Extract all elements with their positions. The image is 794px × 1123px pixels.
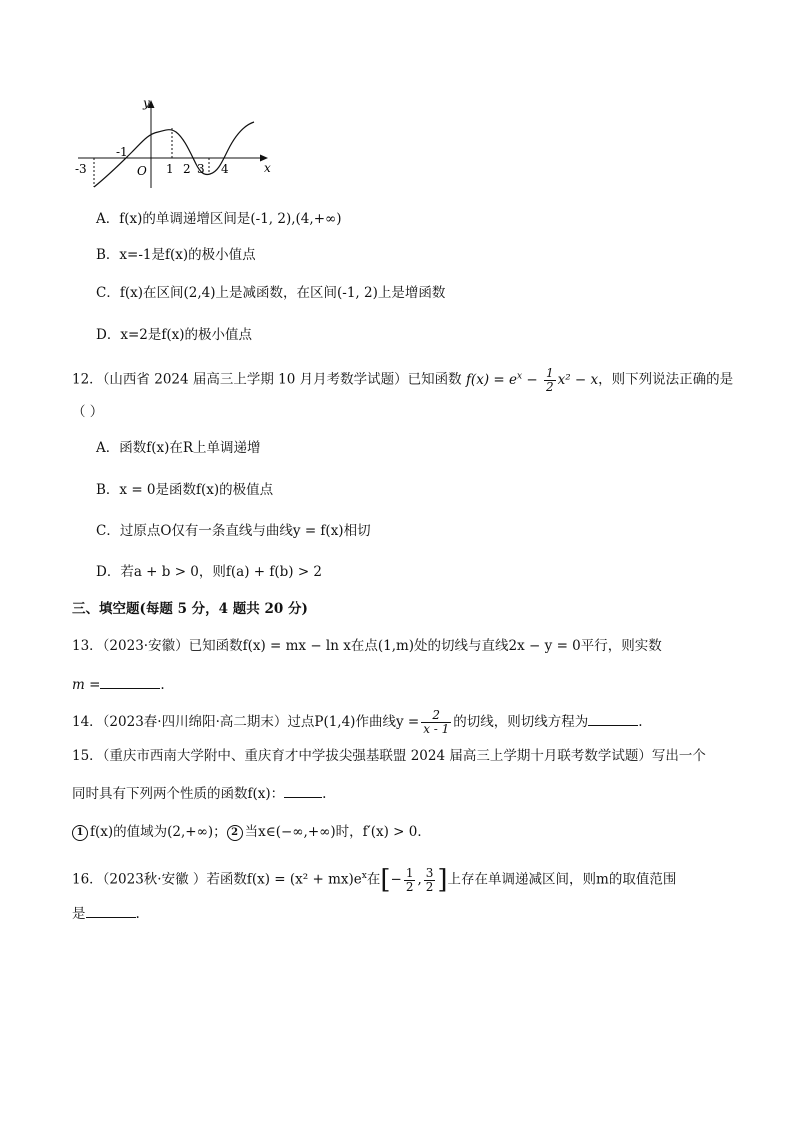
- q16-fraction-1: $\frac{1}{2}$: [405, 865, 414, 894]
- q11-option-d[interactable]: D．x=2是f(x)的极小值点: [96, 327, 252, 343]
- q15-stem: 15．（重庆市西南大学附中、重庆育才中学拔尖强基联盟 2024 届高三上学期十月联考数学试题）写出一个: [72, 748, 706, 764]
- q12-stem: 12．（山西省 2024 届高三上学期 10 月月考数学试题）已知函数 $f(x) = e^x$ − $\frac{1}{2}$ x² − x，则下列说法正确的是: [72, 365, 734, 394]
- q14-answer-blank[interactable]: [588, 711, 638, 726]
- tick-label: 3: [197, 162, 205, 176]
- q15-answer-blank[interactable]: [284, 783, 322, 798]
- q16-answer-line: 是 .: [72, 903, 140, 924]
- tick-label: 4: [221, 162, 229, 176]
- origin-label: O: [137, 164, 147, 178]
- q15-properties: 1 f(x)的值域为(2,+∞)； 2 当x∈(−∞,+∞)时，f′(x) > 0．: [72, 822, 431, 842]
- tick-label: 2: [183, 162, 191, 176]
- q12-option-b[interactable]: B．x = 0是函数f(x)的极值点: [96, 482, 274, 498]
- q12-option-c[interactable]: C．过原点O仅有一条直线与曲线y = f(x)相切: [96, 523, 371, 539]
- q16-stem: 16．（2023秋·安徽 ）若函数$f(x) = (x^2 + mx)e^x$在[− $\frac{1}{2}$ , $\frac{3}{2}$ ]上存在单调递减区间，则m的取值范围: [72, 865, 677, 895]
- q13-stem: 13．（2023·安徽）已知函数f(x) = mx − ln x在点(1,m)处的切线与直线2x − y = 0平行，则实数: [72, 638, 662, 654]
- y-axis-label: y: [143, 96, 150, 110]
- q14-stem: 14．（2023春·四川绵阳·高二期末）过点P(1,4)作曲线y = $\frac{2}{x - 1}$ 的切线，则切线方程为 .: [72, 708, 643, 736]
- circled-number-1: 1: [72, 825, 88, 841]
- q12-option-d[interactable]: D．若a + b > 0，则f(a) + f(b) > 2: [96, 564, 323, 580]
- x-axis-label: x: [264, 161, 271, 175]
- q11-option-a[interactable]: A．f(x)的单调递增区间是(-1, 2),(4,+∞): [96, 211, 342, 227]
- circled-number-2: 2: [227, 825, 243, 841]
- section-title: 三、填空题(每题 5 分，4 题共 20 分): [72, 601, 308, 617]
- q12-fraction: $\frac{1}{2}$: [545, 365, 554, 394]
- q16-answer-blank[interactable]: [86, 903, 136, 918]
- q14-fraction: $\frac{2}{x - 1}$: [423, 708, 450, 736]
- q11-option-c[interactable]: C．f(x)在区间(2,4)上是减函数，在区间(-1, 2)上是增函数: [96, 285, 446, 301]
- q13-answer-line: m = .: [72, 674, 165, 695]
- function-graph: [70, 92, 290, 192]
- q13-answer-blank[interactable]: [100, 674, 160, 689]
- tick-label: -1: [116, 145, 128, 159]
- q16-fraction-2: $\frac{3}{2}$: [425, 865, 434, 894]
- q12-function: $f(x) = e^x$ − $\frac{1}{2}$ x² − x: [465, 365, 599, 394]
- q11-option-b[interactable]: B．x=-1是f(x)的极小值点: [96, 247, 256, 263]
- q12-option-a[interactable]: A．函数f(x)在R上单调递增: [96, 440, 261, 456]
- tick-label: -3: [75, 162, 87, 176]
- q15-answer-line: 同时具有下列两个性质的函数f(x)： .: [72, 783, 326, 804]
- q12-answer-paren: （ ）: [72, 404, 104, 420]
- tick-label: 1: [166, 162, 174, 176]
